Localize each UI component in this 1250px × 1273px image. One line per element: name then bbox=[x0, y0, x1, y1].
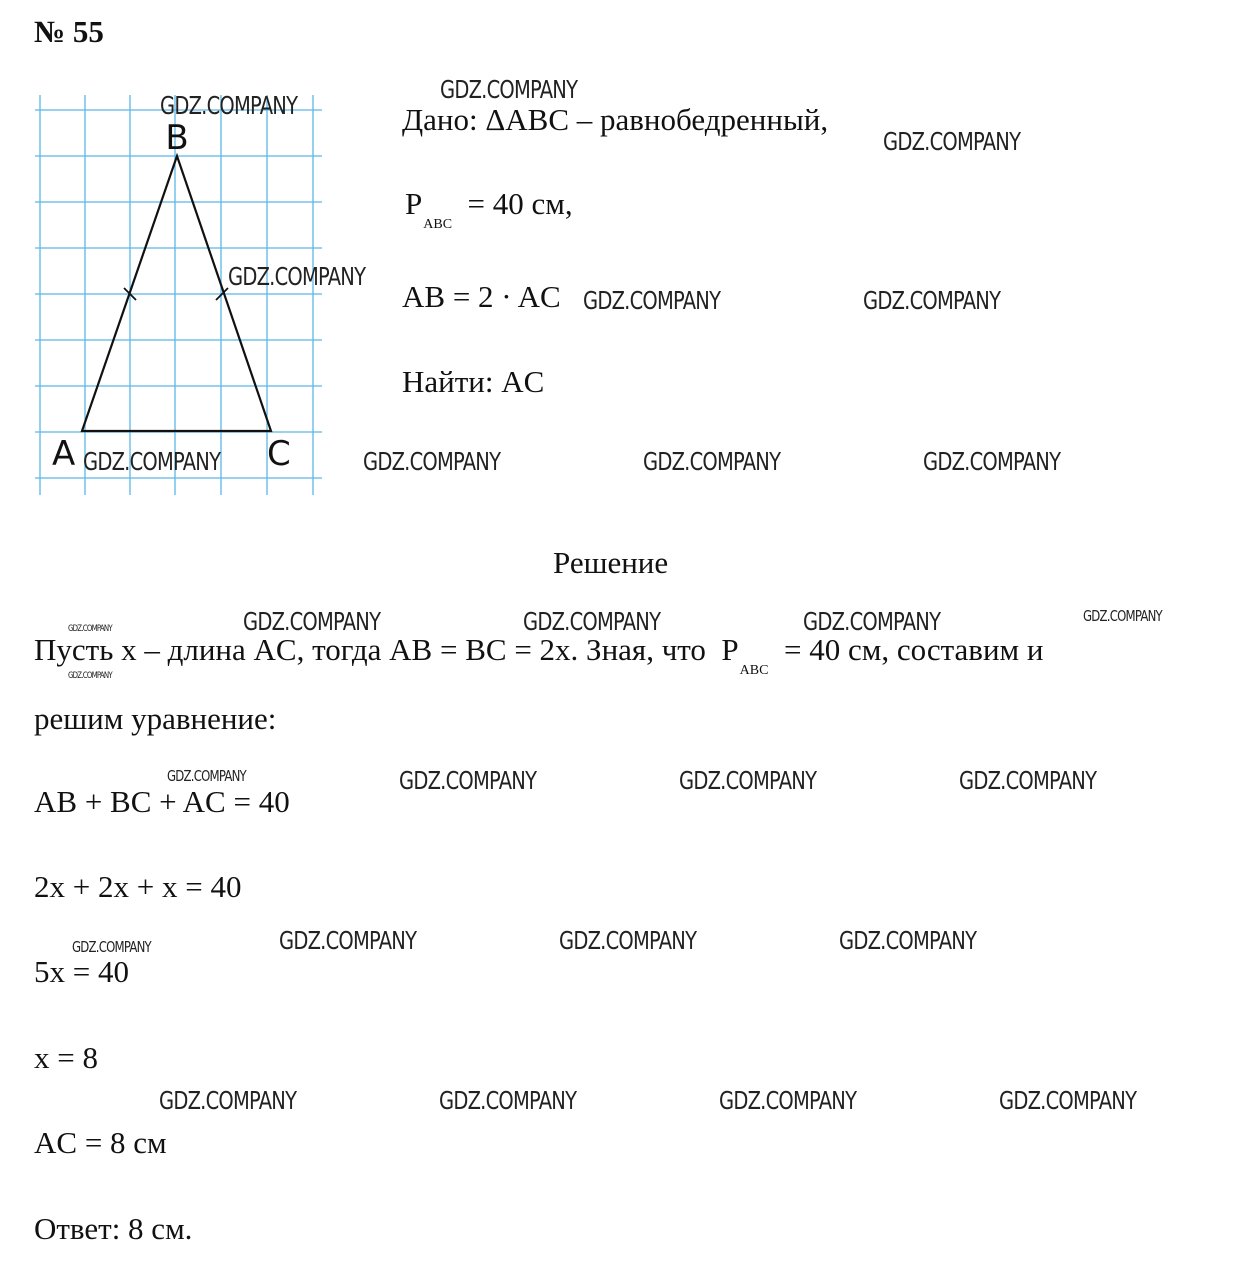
watermark: GDZ.COMPANY bbox=[839, 926, 977, 955]
watermark: GDZ.COMPANY bbox=[279, 926, 417, 955]
equation-2: 2x + 2x + x = 40 bbox=[34, 869, 242, 904]
solution-perimeter-subscript: ABC bbox=[739, 663, 769, 678]
watermark: GDZ.COMPANY bbox=[83, 447, 221, 476]
watermark: GDZ.COMPANY bbox=[243, 607, 381, 636]
given-line-3: AB = 2 · AC bbox=[402, 279, 561, 314]
watermark: GDZ.COMPANY bbox=[72, 938, 151, 956]
watermark: GDZ.COMPANY bbox=[643, 447, 781, 476]
vertex-c-label: C bbox=[267, 434, 291, 474]
watermark: GDZ.COMPANY bbox=[160, 91, 298, 120]
problem-number: № 55 bbox=[34, 14, 104, 49]
perimeter-subscript: ABC bbox=[423, 217, 453, 232]
watermark: GDZ.COMPANY bbox=[959, 766, 1097, 795]
watermark: GDZ.COMPANY bbox=[1083, 607, 1162, 625]
equation-4: x = 8 bbox=[34, 1040, 98, 1075]
watermark: GDZ.COMPANY bbox=[68, 624, 112, 634]
answer-line: Ответ: 8 см. bbox=[34, 1211, 193, 1246]
vertex-a-label: A bbox=[52, 434, 76, 474]
watermark: GDZ.COMPANY bbox=[923, 447, 1061, 476]
solution-paragraph-line-1 bbox=[34, 634, 1044, 678]
watermark: GDZ.COMPANY bbox=[583, 286, 721, 315]
watermark: GDZ.COMPANY bbox=[999, 1086, 1137, 1115]
watermark: GDZ.COMPANY bbox=[399, 766, 537, 795]
solution-heading: Решение bbox=[553, 545, 669, 580]
given-line-1: Дано: ΔABC – равнобедренный, bbox=[402, 102, 829, 137]
watermark: GDZ.COMPANY bbox=[679, 766, 817, 795]
watermark: GDZ.COMPANY bbox=[159, 1086, 297, 1115]
given-line-2 bbox=[405, 188, 573, 232]
watermark: GDZ.COMPANY bbox=[883, 127, 1021, 156]
solution-paragraph-line-2: решим уравнение: bbox=[34, 701, 277, 736]
solution-text-part-1: Пусть x – длина AC, тогда AB = BC = 2x. Зная, что bbox=[34, 632, 706, 667]
vertex-b-label: B bbox=[165, 118, 189, 158]
watermark: GDZ.COMPANY bbox=[523, 607, 661, 636]
perimeter-value: = 40 см, bbox=[467, 186, 573, 221]
watermark: GDZ.COMPANY bbox=[719, 1086, 857, 1115]
equation-1: AB + BC + AC = 40 bbox=[34, 784, 290, 819]
find-line: Найти: AC bbox=[402, 364, 545, 399]
watermark: GDZ.COMPANY bbox=[440, 75, 578, 104]
watermark: GDZ.COMPANY bbox=[167, 767, 246, 785]
solution-text-part-2: = 40 см, составим и bbox=[783, 632, 1044, 667]
equation-3: 5x = 40 bbox=[34, 954, 129, 989]
watermark: GDZ.COMPANY bbox=[863, 286, 1001, 315]
watermark: GDZ.COMPANY bbox=[228, 262, 366, 291]
watermark: GDZ.COMPANY bbox=[559, 926, 697, 955]
watermark: GDZ.COMPANY bbox=[803, 607, 941, 636]
watermark: GDZ.COMPANY bbox=[439, 1086, 577, 1115]
result-line: AC = 8 см bbox=[34, 1125, 167, 1160]
watermark: GDZ.COMPANY bbox=[68, 671, 112, 681]
triangle-figure bbox=[30, 90, 330, 500]
watermark: GDZ.COMPANY bbox=[363, 447, 501, 476]
perimeter-symbol: P bbox=[405, 186, 423, 221]
solution-perimeter-symbol: P bbox=[721, 632, 739, 667]
